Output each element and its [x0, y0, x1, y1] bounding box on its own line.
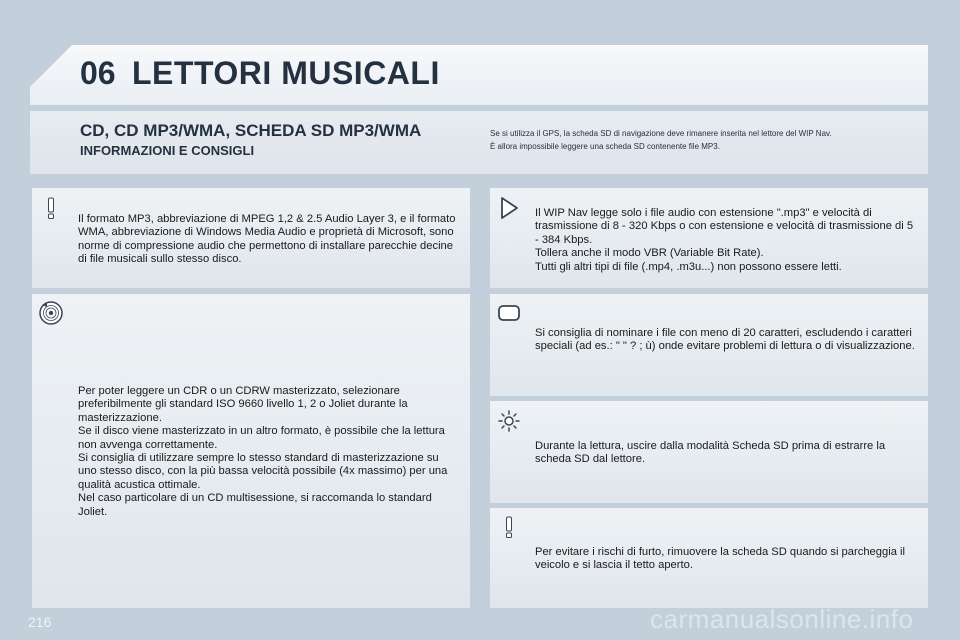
panel-paragraph: Si consiglia di nominare i file con meno di 20 caratteri, escludendo i caratteri speciali (ad es.: " " ? ; ù) onde evitare problemi di lettura o di visualizzazione.	[535, 327, 915, 353]
page-number: 216	[28, 614, 52, 630]
exclamation-icon	[38, 195, 64, 221]
light-icon	[496, 408, 522, 434]
watermark: carmanualsonline.info	[650, 604, 914, 634]
screen-icon	[496, 300, 522, 326]
panel-paragraph: Si consiglia di utilizzare sempre lo stesso standard di masterizzazione su uno stesso disco, con la più bassa velocità possibile (4x massimo) per una qualità acustica ottimale.	[78, 452, 448, 491]
chapter-title: LETTORI MUSICALI	[132, 55, 440, 91]
gps-note-line: Se si utilizza il GPS, la scheda SD di navigazione deve rimanere inserita nel lettore del WIP Nav.	[490, 129, 832, 138]
panel-paragraph: Durante la lettura, uscire dalla modalità Scheda SD prima di estrarre la scheda SD dal lettore.	[535, 440, 886, 466]
play-icon	[496, 195, 522, 221]
section-title: CD, CD MP3/WMA, SCHEDA SD MP3/WMA	[80, 121, 422, 140]
disc-icon	[38, 300, 64, 326]
panel-paragraph: Per poter leggere un CDR o un CDRW masterizzato, selezionare preferibilmente gli standard ISO 9660 livello 1, 2 o Joliet durante la masterizzazione.	[78, 385, 408, 424]
theft-warning-text	[535, 546, 915, 573]
gps-note	[490, 127, 920, 153]
panel-paragraph: Il formato MP3, abbreviazione di MPEG 1,2 & 2.5 Audio Layer 3, e il formato WMA, abbreviazione di Windows Media Audio e proprietà di Microsoft, sono norme di compressione audio che permettono di installare parecchie decine di file musicali sullo stesso disco.	[78, 213, 456, 266]
panel-paragraph: Nel caso particolare di un CD multisessione, si raccomanda lo standard Joliet.	[78, 492, 432, 518]
panel-paragraph: Tollera anche il modo VBR (Variable Bit Rate).	[535, 247, 764, 260]
panel-paragraph: Per evitare i rischi di furto, rimuovere la scheda SD quando si parcheggia il veicolo e si lascia il tetto aperto.	[535, 546, 905, 572]
panel-paragraph: Se il disco viene masterizzato in un altro formato, è possibile che la lettura non avvenga correttamente.	[78, 425, 445, 451]
gps-note-line: È allora impossibile leggere una scheda SD contenente file MP3.	[490, 142, 720, 151]
exclamation-icon	[496, 514, 522, 540]
mp3-format-text	[78, 213, 456, 267]
chapter-number: 06	[80, 55, 116, 91]
file-naming-text	[535, 327, 915, 354]
panel-paragraph: Tutti gli altri tipi di file (.mp4, .m3u...) non possono essere letti.	[535, 260, 842, 273]
panel-paragraph: Il WIP Nav legge solo i file audio con estensione ".mp3" e velocità di trasmissione di 8 - 320 Kbps o con estensione e velocità di trasmissione di 5 - 384 Kbps.	[535, 207, 914, 246]
section-subtitle: INFORMAZIONI E CONSIGLI	[80, 143, 255, 158]
wip-nav-formats-text	[535, 207, 915, 274]
sd-removal-text	[535, 440, 915, 467]
cdr-burning-text	[78, 385, 456, 519]
